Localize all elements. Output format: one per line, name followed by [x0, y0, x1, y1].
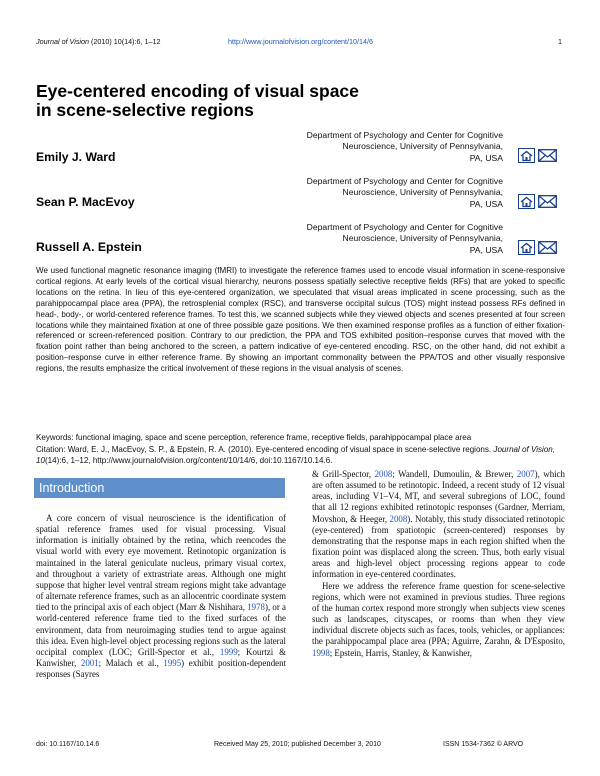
body-column-left — [36, 513, 286, 680]
author-affiliation — [250, 222, 503, 256]
home-icon[interactable] — [518, 194, 535, 209]
author-name: Russell A. Epstein — [36, 240, 142, 254]
author-links — [518, 240, 557, 255]
body-text: ), which are often assumed to be retinotopic. Indeed, a recent study of 12 visual areas, including V1–V4, MT, and several subregions of LOC, found that all 12 regions exhibited retinotopic responses (Gardner, Merriam, Movshon, & Heeger, — [312, 469, 565, 524]
aff-line: Neuroscience, University of Pennsylvania, — [342, 141, 503, 152]
author-name: Emily J. Ward — [36, 150, 116, 164]
title-line-2: in scene-selective regions — [36, 100, 254, 120]
citation — [36, 445, 565, 467]
title-line-1: Eye-centered encoding of visual space — [36, 81, 359, 101]
article-url[interactable]: http://www.journalofvision.org/content/10/14/6 — [228, 37, 374, 46]
aff-line: Department of Psychology and Center for Cognitive — [306, 176, 503, 186]
author-affiliation — [250, 176, 503, 210]
aff-line: Neuroscience, University of Pennsylvania, — [342, 187, 503, 198]
citation-link[interactable]: 2007 — [516, 469, 535, 479]
author-links — [518, 194, 557, 209]
body-text: A core concern of visual neuroscience is the identification of spatial reference frames used for visual processing. Visual information is initially obtained by the retina, which reencodes the visual world with every eye movement. Retinotopic organization is maintained in the lateral geniculate nucleus, primary visual cortex, and throughout a variety of extrastriate areas. Although one might suppose that higher level ventral stream regions might take advantage of alternate reference frames, such as an allocentric coordinate system tied to the principal axis of each object (Marr & Nishihara, — [36, 513, 286, 613]
author-name: Sean P. MacEvoy — [36, 195, 135, 209]
citation-link[interactable]: 2008 — [389, 513, 408, 524]
author-affiliation — [250, 130, 503, 164]
aff-line: PA, USA — [469, 152, 503, 163]
aff-line: PA, USA — [469, 244, 503, 255]
footer-dates: Received May 25, 2010; published December 3, 2010 — [214, 741, 381, 748]
aff-line: Department of Psychology and Center for Cognitive — [306, 222, 503, 232]
citation-link[interactable]: 2001 — [80, 658, 99, 669]
body-text: ; Malach et al., — [98, 658, 164, 669]
article-title — [36, 82, 359, 120]
home-icon[interactable] — [518, 240, 535, 255]
body-text: Here we address the reference frame question for scene-selective regions, which were not examined in previous studies. Three regions of the human cortex respond more strongly when subjects view scenes such as landscapes, cityscapes, or rooms than when they view individual discrete objects such as faces, tools, vehicles, or appliances: the parahippocampal place area (PPA; Aguirre, Zarahn, & D'Esposito, — [312, 580, 565, 647]
citation-link[interactable]: 1998 — [312, 647, 330, 658]
citation-link[interactable]: 1978 — [247, 602, 265, 613]
body-text: ; Wandell, Dumoulin, & Brewer, — [392, 469, 517, 479]
aff-line: Neuroscience, University of Pennsylvania, — [342, 233, 503, 244]
citation-suffix: (14):6, 1–12, http://www.journalofvision.org/content/10/14/6, doi:10.1167/10.14.6. — [44, 455, 333, 465]
body-text: ) exhibit position-dependent responses (Sayres — [36, 658, 287, 680]
volume-info: (2010) 10(14):6, 1–12 — [91, 37, 161, 46]
citation-link[interactable]: 2008 — [374, 469, 393, 479]
aff-line: PA, USA — [469, 198, 503, 209]
body-text: & Grill-Spector, — [312, 469, 375, 479]
citation-text: Citation: Ward, E. J., MacEvoy, S. P., & Epstein, R. A. (2010). Eye-centered encoding of visual space in scene-selective regions. — [36, 445, 492, 454]
body-text: ). Notably, this study dissociated retinotopic (eye-centered) from spatiotopic (screen-centered) responses by demonstrating that the response maps in each region shifted when the fixation point was displaced along the screen. Thus, both early visual areas and high-level object processing regions appear to code information in eye-centered coordinates. — [312, 513, 565, 580]
section-heading-introduction: Introduction — [34, 478, 285, 498]
body-text: ), or a world-centered reference frame tied to the fixed surfaces of the environment, data from neuroimaging studies tend to argue against this idea. Even high-level object processing regions such as the lateral occipital complex (LOC; Grill-Spector et al., — [36, 602, 286, 657]
aff-line: Department of Psychology and Center for Cognitive — [306, 130, 503, 140]
body-text: ; Epstein, Harris, Stanley, & Kanwisher, — [329, 647, 473, 658]
page-number: 1 — [558, 37, 562, 46]
keywords: Keywords: functional imaging, space and scene perception, reference frame, receptive fields, parahippocampal place area — [36, 433, 472, 442]
journal-header — [36, 37, 161, 46]
email-icon[interactable] — [538, 194, 557, 209]
footer-issn: ISSN 1534-7362 © ARVO — [443, 741, 524, 748]
footer-doi: doi: 10.1167/10.14.6 — [36, 741, 100, 748]
journal-name: Journal of Vision — [36, 37, 90, 46]
citation-link[interactable]: 1999 — [219, 646, 238, 657]
body-text: ; Kourtzi & Kanwisher, — [36, 646, 286, 669]
citation-link[interactable]: 1995 — [163, 658, 182, 669]
email-icon[interactable] — [538, 240, 557, 255]
citation-journal: Journal of Vision, 10 — [36, 445, 556, 465]
body-column-right — [312, 469, 565, 659]
home-icon[interactable] — [518, 148, 535, 163]
email-icon[interactable] — [538, 148, 557, 163]
abstract: We used functional magnetic resonance imaging (fMRI) to investigate the reference frames used to encode visual information in scene-responsive cortical regions. At early levels of the cortical visual hierarchy, neurons possess spatially selective receptive fields (RFs) that are yoked to specific locations on the retina. In lieu of this eye-centered organization, we speculated that visual areas implicated in scene processing, such as the parahippocampal place area (PPA), the retrosplenial complex (RSC), and transverse occipital sulcus (TOS) might instead possess RFs defined in head-, body-, or world-centered reference frames. To test this, we scanned subjects while they viewed objects and scenes presented at four screen locations while they maintained fixation at one of three possible gaze positions. We then examined response profiles as a function of either fixation-referenced or screen-referenced position. Contrary to our prediction, the PPA and TOS exhibited position–response curves that moved with the fixation point rather than being anchored to the screen, a pattern indicative of eye-centered encoding. RSC, on the other hand, did not exhibit a position–response curve in either reference frame. By showing an important commonality between the PPA/TOS and other visually responsive regions, the results emphasize the critical involvement of these regions in the visual analysis of scenes. — [36, 266, 565, 374]
author-links — [518, 148, 557, 163]
